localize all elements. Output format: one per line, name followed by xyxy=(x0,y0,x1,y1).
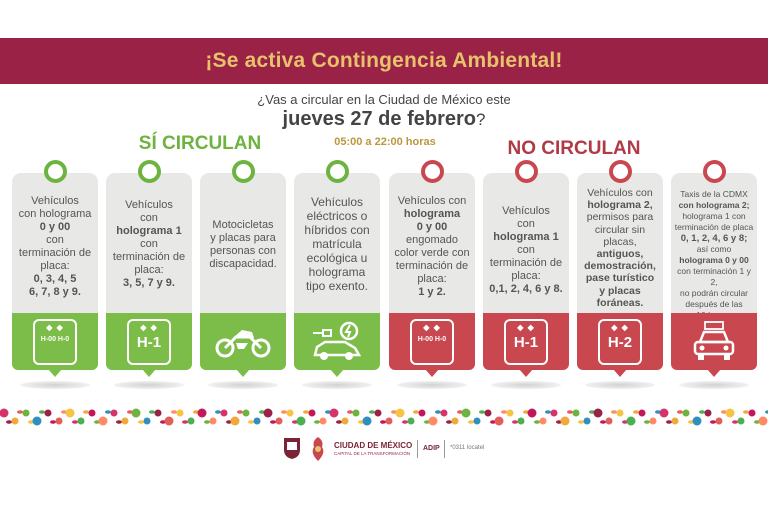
leaf-dot xyxy=(677,410,683,414)
flower-dot xyxy=(188,418,195,425)
card-line: con xyxy=(517,218,535,230)
flower-dot xyxy=(221,410,228,417)
floral-pattern-strip xyxy=(0,404,768,430)
card-line: y placas para xyxy=(210,232,276,244)
hologram-2-sticker-icon xyxy=(598,319,642,365)
card-line: foráneas. xyxy=(596,296,644,309)
flower-dot xyxy=(243,410,250,417)
leaf-dot xyxy=(578,420,584,424)
leaf-dot xyxy=(402,420,408,424)
leaf-dot xyxy=(545,410,551,414)
leaf-dot xyxy=(303,410,309,414)
card-text xyxy=(109,199,189,290)
flower-dot xyxy=(627,417,636,426)
flower-dot xyxy=(155,410,162,417)
card-pointer xyxy=(519,369,533,377)
electric-car-icon xyxy=(309,321,365,363)
question-line: ¿Vas a circular en la Ciudad de México este xyxy=(257,92,511,107)
leaf-dot xyxy=(72,420,78,424)
flower-dot xyxy=(56,418,63,425)
card-line: Vehículos con xyxy=(587,187,653,199)
card-line: holograma xyxy=(403,208,461,220)
status-ring-icon xyxy=(703,160,726,183)
card-shadow xyxy=(397,381,467,389)
card-line: terminación de xyxy=(112,251,186,263)
leaf-dot xyxy=(281,410,287,414)
card-line: eléctricos o xyxy=(306,209,368,223)
status-ring-icon xyxy=(609,160,632,183)
card-hologram-1-circula xyxy=(106,159,192,391)
flower-dot xyxy=(330,409,339,418)
flower-dot xyxy=(276,418,283,425)
flower-dot xyxy=(320,418,327,425)
flower-dot xyxy=(639,410,646,417)
card-line: Motocicletas xyxy=(212,219,274,231)
leaf-dot xyxy=(699,410,705,414)
leaf-dot xyxy=(17,410,23,414)
flower-dot xyxy=(716,418,723,425)
leaf-dot xyxy=(567,410,573,414)
card-line: 0, 1, 2, 4, 6 y 8; xyxy=(680,233,748,244)
card-line: holograma xyxy=(308,265,366,279)
card-line: ecológica u xyxy=(306,251,368,265)
card-line: personas con xyxy=(209,245,277,257)
card-line: híbridos con xyxy=(304,223,370,237)
question-date-line xyxy=(0,108,768,131)
flower-dot xyxy=(342,418,349,425)
card-line: demostración, xyxy=(584,260,656,273)
flower-dot xyxy=(264,409,273,418)
card-line: 1 y 2. xyxy=(418,286,446,298)
card-pointer xyxy=(236,369,250,377)
flower-dot xyxy=(551,410,558,417)
flower-dot xyxy=(144,418,151,425)
leaf-dot xyxy=(633,410,639,414)
hologram-1-sticker-icon xyxy=(504,319,548,365)
card-shadow xyxy=(208,381,278,389)
card-line: holograma 1 xyxy=(493,231,559,243)
card-line: placa: xyxy=(40,260,70,272)
card-line: pase turístico xyxy=(585,272,655,285)
contingency-banner xyxy=(0,38,768,84)
flower-dot xyxy=(396,409,405,418)
card-footer xyxy=(200,313,286,370)
flower-dot xyxy=(485,410,492,417)
card-pointer xyxy=(613,369,627,377)
leaf-dot xyxy=(732,420,738,424)
card-line: permisos para xyxy=(586,211,654,224)
flower-dot xyxy=(705,410,712,417)
flower-dot xyxy=(78,418,85,425)
sticker-code: H-1 xyxy=(513,333,539,351)
card-line: 6, 7, 8 y 9. xyxy=(29,286,81,298)
flower-dot xyxy=(375,410,382,417)
flower-dot xyxy=(660,409,669,418)
sticker-code: H-2 xyxy=(607,333,633,351)
card-line: terminación de xyxy=(395,260,469,272)
card-line: así como xyxy=(696,244,732,254)
card-line: Vehículos xyxy=(310,195,364,209)
card-line: Taxis de la CDMX xyxy=(680,189,748,199)
leaf-dot xyxy=(182,420,188,424)
card-shadow xyxy=(20,381,90,389)
card-text xyxy=(486,205,566,296)
banner-title: ¡Se activa Contingencia Ambiental! xyxy=(205,49,563,72)
card-footer xyxy=(106,313,192,370)
card-line: y placas xyxy=(599,284,641,297)
card-pointer xyxy=(707,369,721,377)
leaf-dot xyxy=(6,420,12,424)
leaf-dot xyxy=(743,410,749,414)
leaf-dot xyxy=(534,420,540,424)
hologram-1-sticker-icon xyxy=(127,319,171,365)
card-motorcycles-circula xyxy=(200,159,286,391)
card-shadow xyxy=(585,381,655,389)
header-no-circulan: NO CIRCULAN xyxy=(507,138,641,159)
leaf-dot xyxy=(479,410,485,414)
question-date: jueves 27 de febrero xyxy=(282,108,476,130)
flower-dot xyxy=(408,418,415,425)
card-hologram-00-no-circula xyxy=(389,159,475,391)
flower-dot xyxy=(749,410,756,417)
card-pointer xyxy=(142,369,156,377)
card-footer xyxy=(389,313,475,370)
leaf-dot xyxy=(171,410,177,414)
card-text xyxy=(580,187,660,309)
card-line: Vehículos xyxy=(502,205,550,217)
leaf-dot xyxy=(413,410,419,414)
card-footer xyxy=(294,313,380,370)
flower-dot xyxy=(111,410,118,417)
leaf-dot xyxy=(468,420,474,424)
sticker-seal: ◆ ◆ xyxy=(611,322,629,332)
leaf-dot xyxy=(644,420,650,424)
header-circulan: SÍ CIRCULAN xyxy=(138,133,262,154)
card-body xyxy=(577,173,663,314)
card-line: no podrán circular xyxy=(679,288,749,298)
sticker-seal: ◆ ◆ xyxy=(423,322,441,332)
card-line: Vehículos con xyxy=(397,195,467,207)
leaf-dot xyxy=(600,420,606,424)
card-line: Vehículos xyxy=(125,199,173,211)
card-text xyxy=(203,219,283,271)
status-ring-icon xyxy=(421,160,444,183)
card-line: engomado xyxy=(406,234,458,246)
card-line: 0,1, 2, 4, 6 y 8. xyxy=(489,283,563,295)
flower-dot xyxy=(617,410,624,417)
flower-dot xyxy=(198,409,207,418)
flower-dot xyxy=(540,418,547,425)
card-line: 0 y 00 xyxy=(416,221,448,233)
card-pointer xyxy=(48,369,62,377)
card-text xyxy=(392,195,472,299)
flower-dot xyxy=(452,418,459,425)
card-line: matrícula xyxy=(312,237,362,251)
status-ring-icon xyxy=(232,160,255,183)
leaf-dot xyxy=(204,420,210,424)
card-line: holograma 1 con xyxy=(682,211,746,221)
leaf-dot xyxy=(314,420,320,424)
card-body xyxy=(389,173,475,314)
leaf-dot xyxy=(105,410,111,414)
card-pointer xyxy=(425,369,439,377)
leaf-dot xyxy=(116,420,122,424)
footer-agency: ADIP xyxy=(423,445,440,452)
flower-dot xyxy=(672,418,679,425)
card-taxi-no-circula xyxy=(671,159,757,391)
flower-dot xyxy=(429,417,438,426)
card-line: terminación de xyxy=(489,257,563,269)
flower-dot xyxy=(693,417,702,426)
leaf-dot xyxy=(336,420,342,424)
flower-dot xyxy=(462,409,471,418)
leaf-dot xyxy=(512,420,518,424)
sticker-code: H-00 H-0 xyxy=(40,335,70,343)
card-shadow xyxy=(302,381,372,389)
flower-dot xyxy=(12,418,19,425)
flower-dot xyxy=(66,409,75,418)
leaf-dot xyxy=(215,410,221,414)
sticker-seal: ◆ ◆ xyxy=(46,322,64,332)
leaf-dot xyxy=(435,410,441,414)
hologram-00-sticker-icon xyxy=(33,319,77,365)
status-ring-icon xyxy=(326,160,349,183)
card-line: terminación de xyxy=(18,247,92,259)
footer-locatel: *0311 locatel xyxy=(450,445,485,451)
card-line-part: con holograma xyxy=(18,208,92,220)
flower-dot xyxy=(495,417,504,426)
flower-dot xyxy=(759,417,768,426)
card-line: después de las xyxy=(685,299,743,309)
card-electric-circula xyxy=(294,159,380,391)
flower-dot xyxy=(287,410,294,417)
card-body xyxy=(106,173,192,314)
flower-dot xyxy=(297,417,306,426)
card-pointer xyxy=(330,369,344,377)
flower-dot xyxy=(0,409,9,418)
flower-dot xyxy=(518,418,525,425)
flower-dot xyxy=(474,418,481,425)
card-line: Vehículos xyxy=(31,195,79,207)
card-footer xyxy=(577,313,663,370)
flower-dot xyxy=(650,418,657,425)
card-line: con xyxy=(140,212,158,224)
card-line: placa: xyxy=(134,264,164,276)
card-body xyxy=(483,173,569,314)
card-body xyxy=(12,173,98,314)
card-line: con xyxy=(46,234,64,246)
card-line: discapacidad. xyxy=(209,258,277,270)
card-line: color verde con xyxy=(394,247,470,259)
flower-dot xyxy=(726,409,735,418)
flower-dot xyxy=(419,410,426,417)
leaf-dot xyxy=(369,410,375,414)
leaf-dot xyxy=(666,420,672,424)
leaf-dot xyxy=(248,420,254,424)
card-shadow xyxy=(679,381,749,389)
flower-dot xyxy=(210,418,217,425)
status-ring-icon xyxy=(515,160,538,183)
card-line: placa: xyxy=(417,273,447,285)
flower-dot xyxy=(33,417,42,426)
card-line: circular sin xyxy=(594,223,646,236)
card-line: holograma 1 xyxy=(116,225,182,237)
flower-dot xyxy=(584,418,591,425)
flower-dot xyxy=(386,418,393,425)
card-body xyxy=(671,173,757,314)
leaf-dot xyxy=(380,420,386,424)
flower-dot xyxy=(683,410,690,417)
leaf-dot xyxy=(83,410,89,414)
card-line: con holograma 2; xyxy=(678,200,750,210)
card-hologram-2-no-circula xyxy=(577,159,663,391)
leaf-dot xyxy=(347,410,353,414)
card-footer xyxy=(483,313,569,370)
card-line: placa: xyxy=(511,270,541,282)
card-text xyxy=(297,195,377,293)
flower-dot xyxy=(353,410,360,417)
status-ring-icon xyxy=(44,160,67,183)
taxi-icon xyxy=(690,320,738,364)
government-shield-icon xyxy=(282,436,302,460)
card-text xyxy=(15,195,95,299)
card-line: con xyxy=(517,244,535,256)
leaf-dot xyxy=(39,410,45,414)
leaf-dot xyxy=(149,410,155,414)
footer-divider xyxy=(444,440,445,458)
flower-dot xyxy=(99,417,108,426)
flower-dot xyxy=(561,417,570,426)
card-line: placas, xyxy=(603,235,637,248)
sticker-code: H-00 H-0 xyxy=(417,335,447,343)
flower-dot xyxy=(507,410,514,417)
card-body xyxy=(200,173,286,314)
flower-dot xyxy=(231,417,240,426)
card-footer xyxy=(12,313,98,370)
leaf-dot xyxy=(446,420,452,424)
leaf-dot xyxy=(611,410,617,414)
card-line: con xyxy=(140,238,158,250)
flower-dot xyxy=(594,409,603,418)
flower-dot xyxy=(363,417,372,426)
hologram-00-sticker-icon xyxy=(410,319,454,365)
card-text xyxy=(674,189,754,321)
card-line: holograma 2, xyxy=(587,199,653,212)
footer-divider xyxy=(417,440,418,458)
card-footer xyxy=(671,313,757,370)
flower-dot xyxy=(738,418,745,425)
flower-dot xyxy=(122,418,129,425)
question-mark: ? xyxy=(475,110,486,129)
leaf-dot xyxy=(138,420,144,424)
motorcycle-icon xyxy=(214,325,272,359)
flower-dot xyxy=(45,410,52,417)
flower-dot xyxy=(177,410,184,417)
flower-dot xyxy=(89,410,96,417)
flower-dot xyxy=(606,418,613,425)
footer-city-name: CIUDAD DE MÉXICO xyxy=(334,441,413,450)
sticker-seal: ◆ ◆ xyxy=(140,322,158,332)
flower-dot xyxy=(23,410,30,417)
leaf-dot xyxy=(270,420,276,424)
card-line: tipo exento. xyxy=(305,279,369,293)
leaf-dot xyxy=(237,410,243,414)
flower-dot xyxy=(573,410,580,417)
card-line: holograma 0 y 00 xyxy=(679,255,749,265)
flower-dot xyxy=(165,417,174,426)
flower-dot xyxy=(528,409,537,418)
footer-tagline: CAPITAL DE LA TRANSFORMACIÓN xyxy=(334,451,411,456)
card-line: antiguos, xyxy=(596,248,644,261)
schedule-hours: 05:00 a 22:00 horas xyxy=(334,136,436,148)
flower-dot xyxy=(309,410,316,417)
flower-dot xyxy=(441,410,448,417)
cdmx-emblem-icon xyxy=(308,435,328,463)
leaf-dot xyxy=(501,410,507,414)
card-line: terminación de placa xyxy=(674,222,754,232)
card-line: con terminación 1 y 2, xyxy=(677,266,751,287)
card-line xyxy=(15,208,95,221)
card-shadow xyxy=(491,381,561,389)
card-hologram-1-no-circula xyxy=(483,159,569,391)
flower-dot xyxy=(132,409,141,418)
flower-dot xyxy=(254,418,261,425)
sticker-code: H-1 xyxy=(136,333,162,351)
leaf-dot xyxy=(50,420,56,424)
card-hologram-00-circula xyxy=(12,159,98,391)
sticker-seal: ◆ ◆ xyxy=(517,322,535,332)
leaf-dot xyxy=(710,420,716,424)
status-ring-icon xyxy=(138,160,161,183)
card-line: 3, 5, 7 y 9. xyxy=(123,277,175,289)
card-body xyxy=(294,173,380,314)
footer-logos xyxy=(280,432,500,466)
card-line: 0 y 00 xyxy=(39,221,71,233)
card-shadow xyxy=(114,381,184,389)
card-line: 0, 3, 4, 5 xyxy=(33,273,77,285)
